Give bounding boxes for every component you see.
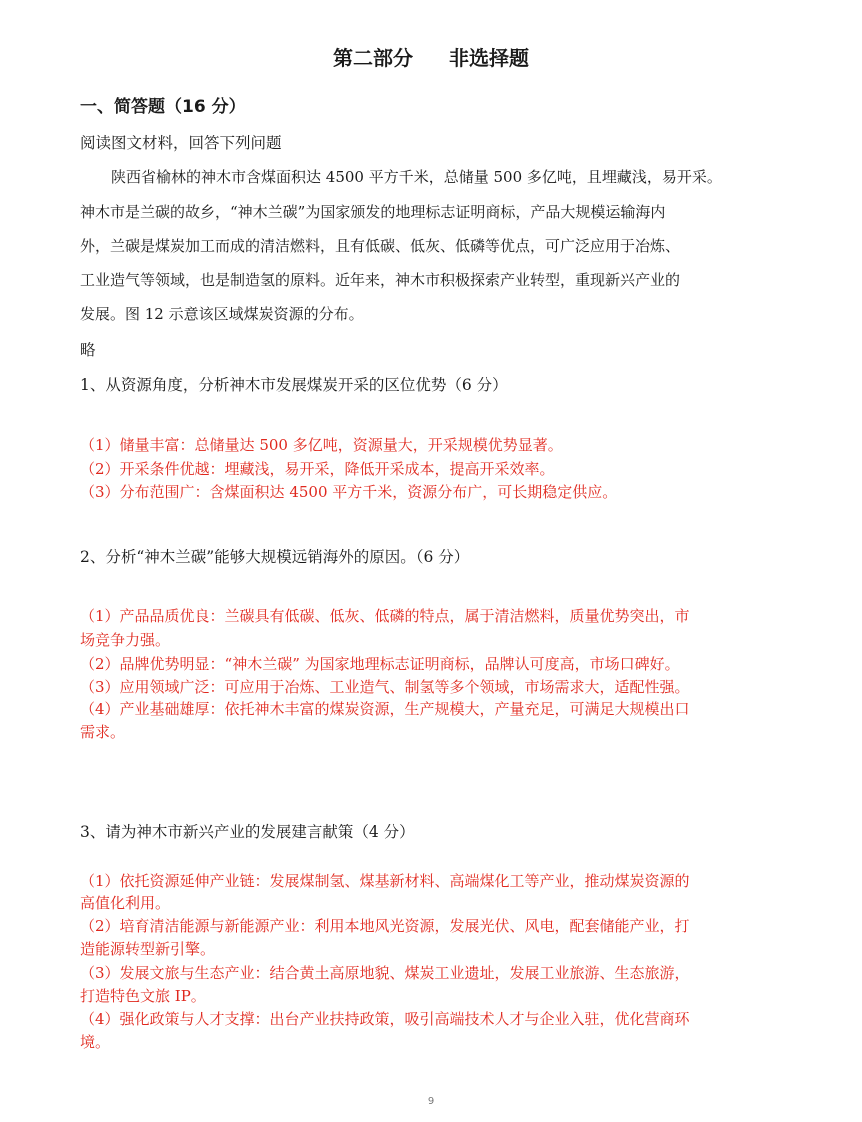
intro-text: 阅读图文材料，回答下列问题 bbox=[80, 134, 282, 152]
answer-1-line: （1）储量丰富：总储量达 500 多亿吨，资源量大，开采规模优势显著。 bbox=[80, 436, 563, 454]
answer-3-line: （3）发展文旅与生态产业：结合黄土高原地貌、煤炭工业遗址，发展工业旅游、生态旅游， bbox=[80, 964, 690, 982]
answer-3-line: 打造特色文旅 IP。 bbox=[80, 987, 206, 1005]
answer-2-line: （1）产品品质优良：兰碳具有低碳、低灰、低磷的特点，属于清洁燃料，质量优势突出，市 bbox=[80, 607, 690, 625]
answer-3-line: （4）强化政策与人才支撑：出台产业扶持政策，吸引高端技术人才与企业入驻，优化营商环 bbox=[80, 1010, 690, 1028]
answer-1-line: （3）分布范围广：含煤面积达 4500 平方千米，资源分布广，可长期稳定供应。 bbox=[80, 483, 618, 501]
answer-3-line: （2）培育清洁能源与新能源产业：利用本地风光资源，发展光伏、风电，配套储能产业，打 bbox=[80, 917, 690, 935]
title-part: 第二部分 bbox=[333, 46, 413, 70]
answer-3-line: （1）依托资源延伸产业链：发展煤制氢、煤基新材料、高端煤化工等产业，推动煤炭资源的 bbox=[80, 872, 690, 890]
answer-2-line: （2）品牌优势明显：“神木兰碳” 为国家地理标志证明商标，品牌认可度高，市场口碑好。 bbox=[80, 655, 680, 673]
answer-3-line: 造能源转型新引擎。 bbox=[80, 940, 216, 958]
answer-1-line: （2）开采条件优越：埋藏浅，易开采，降低开采成本，提高开采效率。 bbox=[80, 460, 555, 478]
passage-line: 陕西省榆林的神木市含煤面积达 4500 平方千米，总储量 500 多亿吨，且埋藏浅，易开采。 bbox=[111, 168, 722, 186]
title-type: 非选择题 bbox=[449, 46, 529, 70]
page-number: 9 bbox=[427, 1096, 435, 1107]
answer-3-line: 高值化利用。 bbox=[80, 894, 171, 912]
answer-2-line: 场竞争力强。 bbox=[80, 631, 171, 649]
question-2: 2、分析“神木兰碳”能够大规模远销海外的原因。（6 分） bbox=[80, 548, 470, 566]
passage-line: 发展。图 12 示意该区域煤炭资源的分布。 bbox=[80, 305, 364, 323]
page-title bbox=[0, 42, 862, 71]
passage-line: 工业造气等领域，也是制造氢的原料。近年来，神木市积极探索产业转型，重现新兴产业的 bbox=[80, 271, 681, 289]
answer-2-line: （3）应用领域广泛：可应用于冶炼、工业造气、制氢等多个领域，市场需求大，适配性强。 bbox=[80, 678, 690, 696]
question-3: 3、请为神木市新兴产业的发展建言献策（4 分） bbox=[80, 823, 415, 841]
passage-line: 外，兰碳是煤炭加工而成的清洁燃料，且有低碳、低灰、低磷等优点，可广泛应用于冶炼、 bbox=[80, 237, 681, 255]
answer-2-line: （4）产业基础雄厚：依托神木丰富的煤炭资源，生产规模大，产量充足，可满足大规模出口 bbox=[80, 700, 690, 718]
question-1: 1、从资源角度，分析神木市发展煤炭开采的区位优势（6 分） bbox=[80, 376, 508, 394]
figure-placeholder: 略 bbox=[80, 341, 96, 359]
passage-line: 神木市是兰碳的故乡，“神木兰碳”为国家颁发的地理标志证明商标，产品大规模运输海内 bbox=[80, 203, 666, 221]
answer-2-line: 需求。 bbox=[80, 723, 126, 741]
section-heading: 一、简答题（16 分） bbox=[80, 97, 246, 117]
answer-3-line: 境。 bbox=[80, 1033, 111, 1051]
